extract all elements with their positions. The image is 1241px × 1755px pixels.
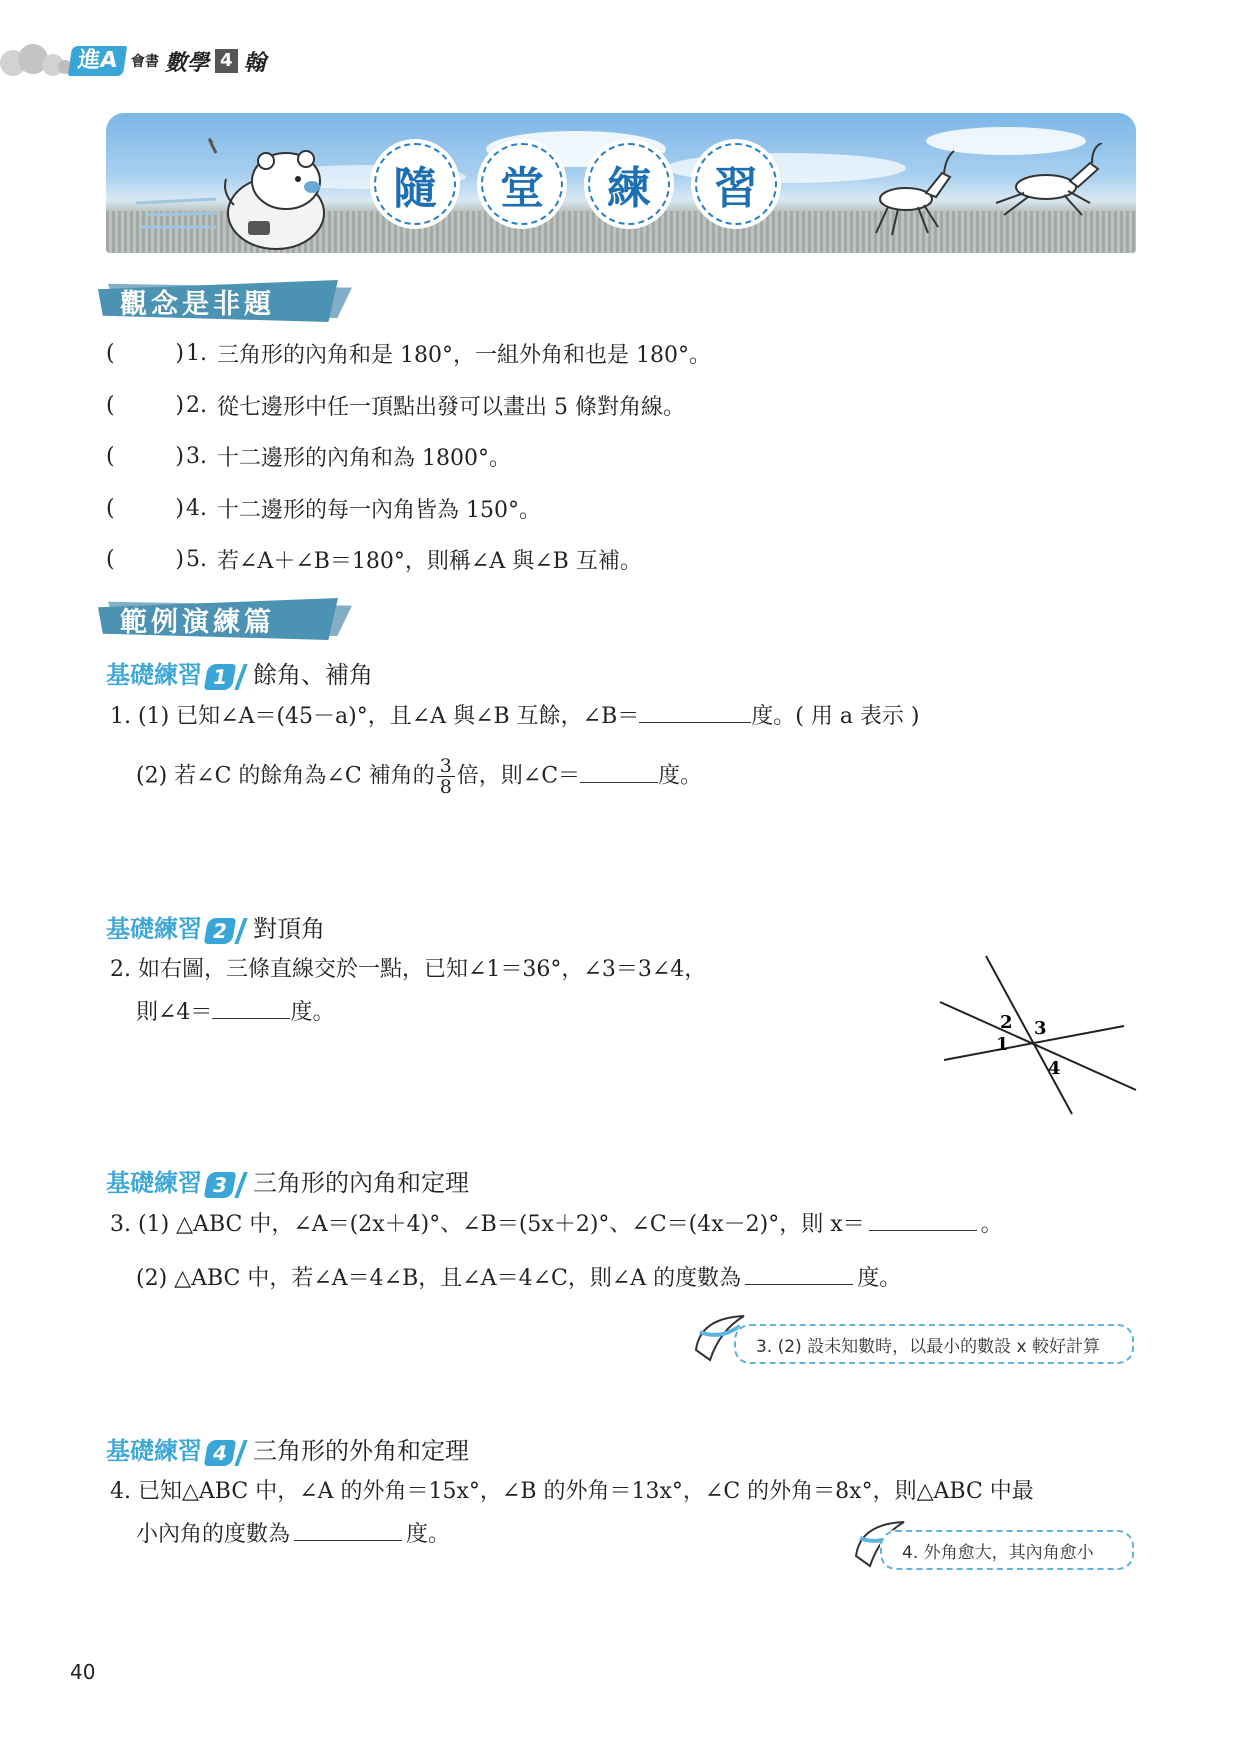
brand-logo: 進A xyxy=(68,46,127,76)
practice-title: 三角形的外角和定理 xyxy=(253,1437,469,1465)
tf-item-5: ( ) 5. 若∠A＋∠B＝180°，則稱∠A 與∠B 互補。 xyxy=(106,546,642,574)
banner-char-4: 習 xyxy=(695,143,777,225)
practice-number-badge: 4 xyxy=(204,1440,237,1466)
section-header-examples xyxy=(98,598,338,640)
section-header-concepts xyxy=(98,280,338,322)
answer-paren[interactable]: ( ) xyxy=(106,392,184,418)
hint-box-4: 4. 外角愈大，其內角愈小 xyxy=(880,1530,1134,1570)
answer-blank[interactable] xyxy=(869,1208,977,1231)
grade-label: 4 xyxy=(215,49,238,73)
answer-paren[interactable]: ( ) xyxy=(106,546,184,572)
intersecting-lines-figure xyxy=(930,950,1150,1120)
tf-item-4: ( ) 4. 十二邊形的每一內角皆為 150°。 xyxy=(106,495,541,523)
publisher-label: 會書 xyxy=(131,54,160,70)
section-title-examples: 範例演練篇 xyxy=(120,607,275,638)
angle-label-1: 1 xyxy=(996,1034,1009,1055)
answer-blank[interactable] xyxy=(212,996,290,1019)
question-1a: 1. (1) 已知∠A＝(45－a)°，且∠A 與∠B 互餘，∠B＝ 度。( 用 a 表示 ) xyxy=(110,700,920,733)
answer-paren[interactable]: ( ) xyxy=(106,340,184,366)
practice-banner xyxy=(106,113,1136,253)
bear-mascot-icon xyxy=(126,133,326,253)
answer-paren[interactable]: ( ) xyxy=(106,495,184,521)
question-1b: (2) 若∠C 的餘角為∠C 補角的 $\frac{3}{8}$ 倍，則∠C＝ 度。 xyxy=(136,755,703,798)
practice-number-badge: 2 xyxy=(204,918,237,944)
subject-label: 數學 xyxy=(165,50,210,76)
tf-item-3: ( ) 3. 十二邊形的內角和為 1800°。 xyxy=(106,443,511,471)
question-3b: (2) △ABC 中，若∠A＝4∠B，且∠A＝4∠C，則∠A 的度數為 度。 xyxy=(136,1262,901,1295)
question-4-line1: 4. 已知△ABC 中，∠A 的外角＝15x°，∠B 的外角＝13x°，∠C 的外角＝8x°，則△ABC 中最 xyxy=(110,1479,1034,1504)
tf-item-2: ( ) 2. 從七邊形中任一頂點出發可以畫出 5 條對角線。 xyxy=(106,392,685,420)
answer-blank[interactable] xyxy=(580,760,658,783)
hint-box-3: 3. (2) 設未知數時，以最小的數設 x 較好計算 xyxy=(734,1324,1134,1364)
banner-char-3: 練 xyxy=(588,143,670,225)
section-title-concepts: 觀念是非題 xyxy=(120,289,275,320)
practice-header-1: 基礎練習 1 餘角、補角 xyxy=(106,654,373,690)
practice-number-badge: 1 xyxy=(204,664,237,690)
page-number: 40 xyxy=(70,1660,96,1684)
practice-title: 餘角、補角 xyxy=(253,661,373,689)
practice-title: 三角形的內角和定理 xyxy=(253,1169,469,1197)
question-2-line1: 2. 如右圖，三條直線交於一點，已知∠1＝36°，∠3＝3∠4， xyxy=(110,957,707,982)
tf-item-1: ( ) 1. 三角形的內角和是 180°，一組外角和也是 180°。 xyxy=(106,340,711,368)
question-4-line2: 小內角的度數為 度。 xyxy=(136,1518,450,1551)
angle-label-4: 4 xyxy=(1048,1058,1061,1079)
practice-header-4: 基礎練習 4 三角形的外角和定理 xyxy=(106,1430,469,1466)
practice-title: 對頂角 xyxy=(253,915,325,943)
practice-number-badge: 3 xyxy=(204,1172,237,1198)
volume-label: 翰 xyxy=(243,50,266,76)
answer-blank[interactable] xyxy=(639,700,751,723)
practice-header-3: 基礎練習 3 三角形的內角和定理 xyxy=(106,1162,469,1198)
question-2-line2: 則∠4＝ 度。 xyxy=(136,996,334,1029)
banner-char-1: 隨 xyxy=(374,143,456,225)
answer-paren[interactable]: ( ) xyxy=(106,443,184,469)
gazelle-icon xyxy=(846,143,1126,243)
answer-blank[interactable] xyxy=(745,1262,853,1285)
question-3a: 3. (1) △ABC 中，∠A＝(2x＋4)°、∠B＝(5x＋2)°、∠C＝(4x－2)°，則 x＝ 。 xyxy=(110,1208,1003,1241)
practice-header-2: 基礎練習 2 對頂角 xyxy=(106,908,325,944)
angle-label-2: 2 xyxy=(1000,1012,1013,1033)
angle-label-3: 3 xyxy=(1034,1018,1047,1039)
answer-blank[interactable] xyxy=(294,1518,402,1541)
header-brand xyxy=(70,46,266,76)
banner-char-2: 堂 xyxy=(481,143,563,225)
fraction: $\frac{3}{8}$ xyxy=(437,756,455,797)
